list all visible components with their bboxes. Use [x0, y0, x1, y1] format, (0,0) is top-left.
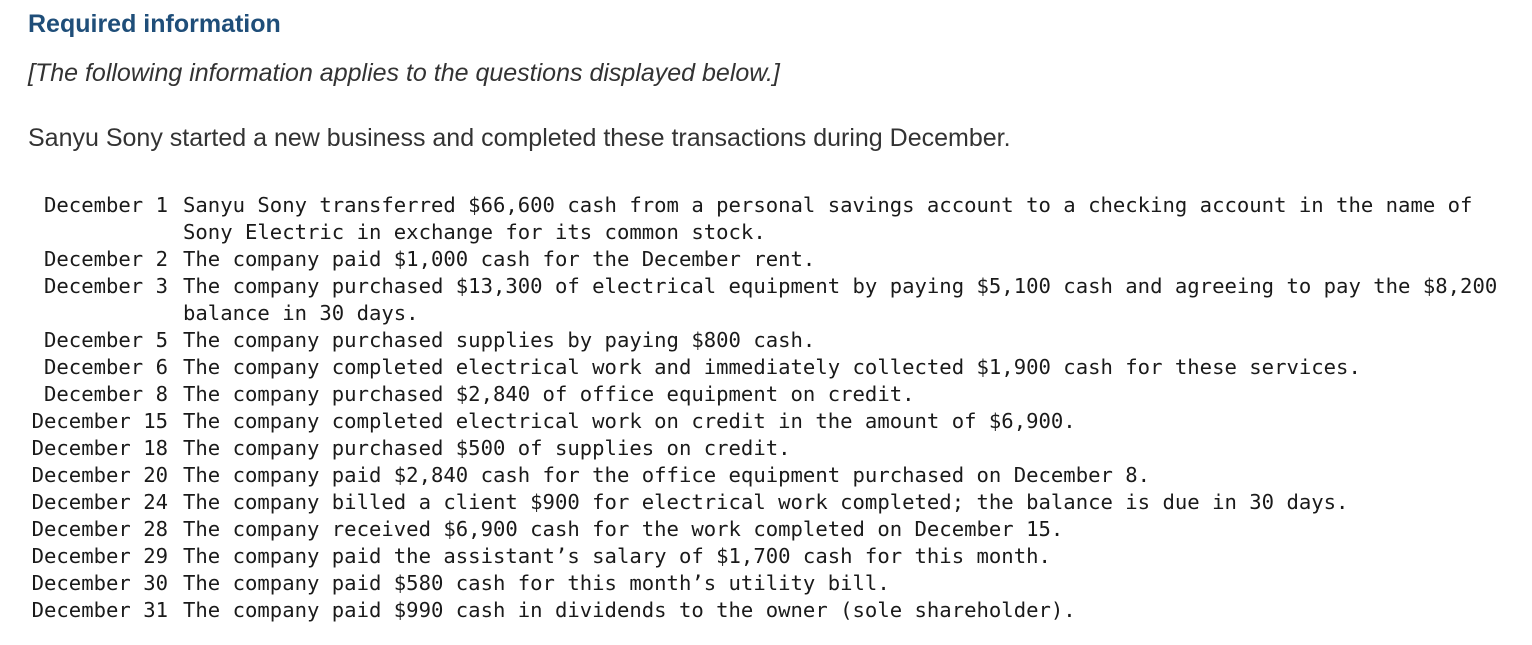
transaction-description: The company paid $580 cash for this month’s utility bill. [183, 571, 890, 595]
transaction-date: December 31 [31, 598, 168, 622]
transaction-row [28, 192, 1518, 246]
instruction-note: [The following information applies to the questions displayed below.] [28, 59, 780, 87]
transaction-date: December 30 [31, 571, 168, 595]
transaction-date: December 2 [44, 247, 168, 271]
transaction-row [28, 597, 1518, 624]
transaction-row [28, 435, 1518, 462]
transaction-row [28, 462, 1518, 489]
transaction-row [28, 489, 1518, 516]
transaction-row [28, 273, 1518, 327]
transaction-description: The company completed electrical work and immediately collected $1,900 cash for these services. [183, 355, 1361, 379]
transaction-date: December 5 [44, 328, 168, 352]
transaction-description: The company purchased supplies by paying $800 cash. [183, 328, 816, 352]
transaction-date: December 6 [44, 355, 168, 379]
transaction-description: The company billed a client $900 for electrical work completed; the balance is due in 30 days. [183, 490, 1349, 514]
transaction-date: December 1 [44, 193, 168, 217]
transaction-row [28, 354, 1518, 381]
transaction-date: December 24 [31, 490, 168, 514]
transaction-description: The company purchased $500 of supplies on credit. [183, 436, 791, 460]
transaction-description: The company paid the assistant’s salary of $1,700 cash for this month. [183, 544, 1051, 568]
transaction-row [28, 543, 1518, 570]
intro-text: Sanyu Sony started a new business and completed these transactions during December. [28, 124, 1011, 152]
transaction-date: December 28 [31, 517, 168, 541]
transaction-description: The company purchased $13,300 of electrical equipment by paying $5,100 cash and agreeing to pay the $8,200 balance in 30 days. [183, 274, 1498, 325]
transaction-description: The company paid $2,840 cash for the office equipment purchased on December 8. [183, 463, 1151, 487]
transaction-description: The company received $6,900 cash for the work completed on December 15. [183, 517, 1064, 541]
transaction-row [28, 408, 1518, 435]
transaction-description: The company paid $990 cash in dividends to the owner (sole shareholder). [183, 598, 1076, 622]
transaction-row [28, 516, 1518, 543]
transaction-row [28, 381, 1518, 408]
transaction-date: December 18 [31, 436, 168, 460]
transaction-description: The company paid $1,000 cash for the December rent. [183, 247, 816, 271]
transaction-date: December 8 [44, 382, 168, 406]
transaction-date: December 3 [44, 274, 168, 298]
transaction-date: December 20 [31, 463, 168, 487]
transaction-row [28, 246, 1518, 273]
transaction-description: Sanyu Sony transferred $66,600 cash from a personal savings account to a checking account in the name of Sony Electric in exchange for its common stock. [183, 193, 1473, 244]
transaction-row [28, 570, 1518, 597]
transaction-date: December 29 [31, 544, 168, 568]
transaction-description: The company purchased $2,840 of office equipment on credit. [183, 382, 915, 406]
transaction-description: The company completed electrical work on credit in the amount of $6,900. [183, 409, 1076, 433]
transaction-list [28, 192, 1518, 624]
transaction-date: December 15 [31, 409, 168, 433]
page-title: Required information [28, 10, 281, 38]
transaction-row [28, 327, 1518, 354]
